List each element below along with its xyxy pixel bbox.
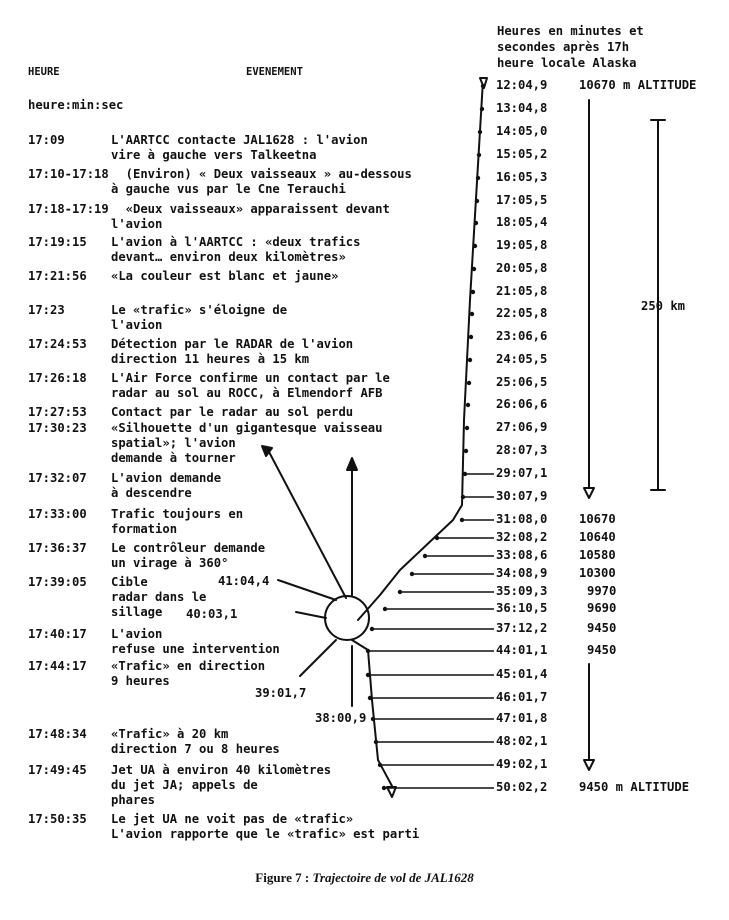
loop-label-39: 39:01,7 <box>255 686 307 700</box>
timestamp-label: 14:05,0 <box>496 124 548 138</box>
event-text-line: Trafic toujours en <box>111 507 244 521</box>
altitude-label: 9450 m ALTITUDE <box>579 780 690 794</box>
timestamp-label: 23:06,6 <box>496 329 548 343</box>
timestamp-label: 28:07,3 <box>496 443 548 457</box>
altitude-label: 10670 <box>579 512 616 526</box>
timestamp-label: 37:12,2 <box>496 621 548 635</box>
timestamp-label: 44:01,1 <box>496 643 548 657</box>
track-point <box>378 763 382 767</box>
event-time: 17:10-17:18 <box>28 167 109 181</box>
event-text-line: un virage à 360° <box>111 556 229 570</box>
track-point <box>435 536 439 540</box>
timestamp-label: 22:05,8 <box>496 306 548 320</box>
event-text-line: «Trafic» en direction <box>111 659 266 673</box>
track-point <box>474 221 478 225</box>
loop-label-40: 40:03,1 <box>186 607 238 621</box>
event-text-line: spatial»; l'avion <box>111 436 236 450</box>
timestamp-label: 46:01,7 <box>496 690 548 704</box>
timestamp-label: 13:04,8 <box>496 101 548 115</box>
altitude-label: 9450 <box>587 621 617 635</box>
event-text-line: l'avion <box>111 318 163 332</box>
event-text-line: l'avion <box>111 217 163 231</box>
track-point <box>382 786 386 790</box>
event-text-line: Le contrôleur demande <box>111 541 266 555</box>
track-point <box>398 590 402 594</box>
distance-label: 250 km <box>641 299 686 313</box>
track-point <box>477 153 481 157</box>
event-text-line: radar au sol au ROCC, à Elmendorf AFB <box>111 386 383 400</box>
event-text-line: vire à gauche vers Talkeetna <box>111 148 317 162</box>
timestamp-label: 15:05,2 <box>496 147 548 161</box>
track-point <box>370 627 374 631</box>
timestamp-label: 31:08,0 <box>496 512 548 526</box>
track-point <box>478 130 482 134</box>
timestamp-label: 16:05,3 <box>496 170 548 184</box>
event-text-line: refuse une intervention <box>111 642 280 656</box>
timestamp-label: 12:04,9 <box>496 78 548 92</box>
track-point <box>475 199 479 203</box>
loop-label-41: 41:04,4 <box>218 574 270 588</box>
altitude-label: 10580 <box>579 548 616 562</box>
event-text-line: direction 7 ou 8 heures <box>111 742 280 756</box>
track-point <box>464 449 468 453</box>
right-note-line-3: heure locale Alaska <box>497 56 637 70</box>
track-point <box>471 290 475 294</box>
timestamp-label: 24:05,5 <box>496 352 548 366</box>
event-time: 17:40:17 <box>28 627 87 641</box>
timestamp-label: 30:07,9 <box>496 489 548 503</box>
event-text-line: «La couleur est blanc et jaune» <box>111 269 339 283</box>
track-point <box>366 649 370 653</box>
track-point <box>423 554 427 558</box>
timestamp-label: 33:08,6 <box>496 548 548 562</box>
event-time: 17:39:05 <box>28 575 87 589</box>
caption-title: Trajectoire de vol de JAL1628 <box>312 870 474 885</box>
event-time: 17:49:45 <box>28 763 87 777</box>
timestamp-label: 26:06,6 <box>496 397 548 411</box>
event-text-line: (Environ) « Deux vaisseaux » au-dessous <box>111 167 412 181</box>
timestamp-label: 45:01,4 <box>496 667 548 681</box>
track-point <box>469 335 473 339</box>
timestamp-label: 47:01,8 <box>496 711 548 725</box>
event-time: 17:32:07 <box>28 471 87 485</box>
track-point <box>470 312 474 316</box>
event-time: 17:24:53 <box>28 337 87 351</box>
event-time: 17:09 <box>28 133 65 147</box>
timestamp-label: 48:02,1 <box>496 734 548 748</box>
turn-loop <box>325 596 369 640</box>
track-point <box>465 426 469 430</box>
track-point <box>368 696 372 700</box>
event-time: 17:18-17:19 <box>28 202 109 216</box>
event-text-line: Le jet UA ne voit pas de «trafic» <box>111 812 354 826</box>
event-time: 17:26:18 <box>28 371 87 385</box>
event-time: 17:48:34 <box>28 727 87 741</box>
figure-caption <box>0 870 729 886</box>
event-text-line: 9 heures <box>111 674 170 688</box>
event-text-line: Détection par le RADAR de l'avion <box>111 337 354 351</box>
event-text-line: L'Air Force confirme un contact par le <box>111 371 390 385</box>
event-text-line: à descendre <box>111 486 192 500</box>
timestamp-label: 18:05,4 <box>496 215 548 229</box>
track-point <box>461 495 465 499</box>
event-text-line: Cible <box>111 575 148 589</box>
track-point <box>481 84 485 88</box>
track-point <box>468 358 472 362</box>
pointer-line-4 <box>300 640 336 676</box>
timestamp-label: 32:08,2 <box>496 530 548 544</box>
track-point <box>467 381 471 385</box>
north-arrow-head-icon <box>347 458 357 470</box>
track-point <box>366 673 370 677</box>
event-text-line: devant… environ deux kilomètres» <box>111 250 346 264</box>
caption-prefix: Figure 7 : <box>255 870 313 885</box>
time-arrow-top-head-icon <box>584 488 594 498</box>
event-time: 17:50:35 <box>28 812 87 826</box>
event-text-line: «Silhouette d'un gigantesque vaisseau <box>111 421 383 435</box>
track-point <box>476 176 480 180</box>
track-point <box>383 607 387 611</box>
track-point <box>463 472 467 476</box>
event-text-line: L'AARTCC contacte JAL1628 : l'avion <box>111 133 368 147</box>
event-time: 17:19:15 <box>28 235 87 249</box>
pointer-line-1 <box>268 450 346 598</box>
timestamp-label: 25:06,5 <box>496 375 548 389</box>
event-text-line: direction 11 heures à 15 km <box>111 352 310 366</box>
event-text-line: «Deux vaisseaux» apparaissent devant <box>111 202 390 216</box>
event-time: 17:27:53 <box>28 405 87 419</box>
event-time: 17:44:17 <box>28 659 87 673</box>
timestamp-label: 29:07,1 <box>496 466 548 480</box>
right-note-line-2: secondes après 17h <box>497 40 630 54</box>
track-point <box>460 518 464 522</box>
event-text-line: demande à tourner <box>111 451 236 465</box>
timestamp-label: 35:09,3 <box>496 584 548 598</box>
event-text-line: Le «trafic» s'éloigne de <box>111 303 288 317</box>
track-point <box>466 403 470 407</box>
event-text-line: radar dans le <box>111 590 207 604</box>
event-text-line: L'avion à l'AARTCC : «deux trafics <box>111 235 361 249</box>
timestamp-label: 21:05,8 <box>496 284 548 298</box>
track-point <box>472 267 476 271</box>
timestamp-label: 50:02,2 <box>496 780 548 794</box>
track-point <box>410 572 414 576</box>
event-text-line: du jet JA; appels de <box>111 778 258 792</box>
pointer-line-2 <box>278 580 336 600</box>
event-text-line: L'avion demande <box>111 471 222 485</box>
heure-header: HEURE <box>28 66 60 78</box>
loop-label-38: 38:00,9 <box>315 711 367 725</box>
altitude-label: 10640 <box>579 530 616 544</box>
event-time: 17:36:37 <box>28 541 87 555</box>
right-note-line-1: Heures en minutes et <box>497 24 644 38</box>
event-text-line: L'avion rapporte que le «trafic» est parti <box>111 827 420 841</box>
altitude-label: 9450 <box>587 643 617 657</box>
event-text-line: Jet UA à environ 40 kilomètres <box>111 763 332 777</box>
track-point <box>371 717 375 721</box>
altitude-label: 9690 <box>587 601 617 615</box>
timestamp-label: 49:02,1 <box>496 757 548 771</box>
timestamp-label: 34:08,9 <box>496 566 548 580</box>
time-arrow-bottom-head-icon <box>584 760 594 770</box>
timestamp-label: 17:05,5 <box>496 193 548 207</box>
track-point <box>480 107 484 111</box>
altitude-label: 9970 <box>587 584 617 598</box>
track-point <box>473 244 477 248</box>
event-time: 17:21:56 <box>28 269 87 283</box>
timestamp-label: 36:10,5 <box>496 601 548 615</box>
timestamp-label: 27:06,9 <box>496 420 548 434</box>
event-text-line: à gauche vus par le Cne Terauchi <box>111 182 346 196</box>
event-text-line: sillage <box>111 605 163 619</box>
event-time: 17:30:23 <box>28 421 87 435</box>
flight-track <box>352 80 483 786</box>
timestamp-label: 19:05,8 <box>496 238 548 252</box>
event-time: 17:23 <box>28 303 65 317</box>
track-point <box>374 740 378 744</box>
time-format-label: heure:min:sec <box>28 98 124 112</box>
event-text-line: L'avion <box>111 627 163 641</box>
timestamp-label: 20:05,8 <box>496 261 548 275</box>
event-text-line: Contact par le radar au sol perdu <box>111 405 354 419</box>
altitude-label: 10670 m ALTITUDE <box>579 78 697 92</box>
event-text-line: phares <box>111 793 156 807</box>
event-text-line: formation <box>111 522 178 536</box>
event-text-line: «Trafic» à 20 km <box>111 727 229 741</box>
event-time: 17:33:00 <box>28 507 87 521</box>
altitude-label: 10300 <box>579 566 616 580</box>
evenement-header: EVENEMENT <box>246 66 303 78</box>
pointer-line-3 <box>296 612 326 618</box>
